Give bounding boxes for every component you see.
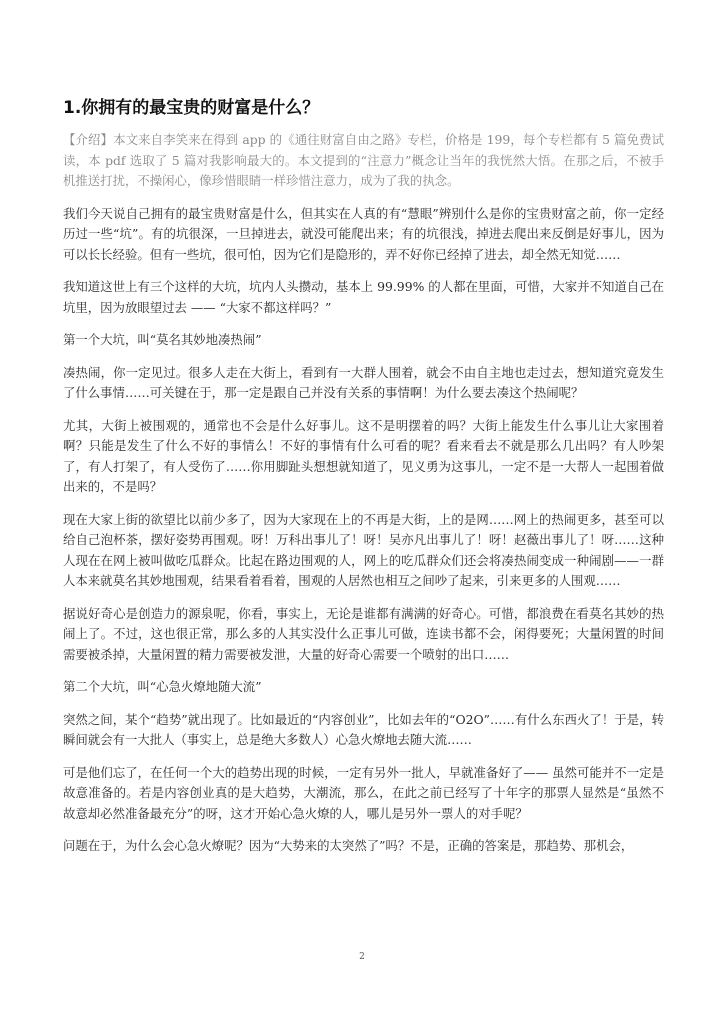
body-paragraph: 凑热闹，你一定见过。很多人走在大街上，看到有一大群人围着，就会不由自主地也走过去，想知道究竟发生了什么事情……可关键在于，那一定是跟自己并没有关系的事情啊！为什么要去凑这个热闹呢？ [63,364,664,400]
intro-paragraph: 【介绍】本文来自李笑来在得到 app 的《通往财富自由之路》专栏，价格是 199，每个专栏都有 5 篇免费试读，本 pdf 选取了 5 篇对我影响最大的。本文提到的“注意力”概念让当年的我恍然大悟。在那之后，不被手机推送打扰，不操闲心，像珍惜眼睛一样珍惜注意力，成为了我的执念。 [63,132,664,188]
body-paragraph: 据说好奇心是创造力的源泉呢，你看，事实上，无论是谁都有满满的好奇心。可惜，都浪费在看莫名其妙的热闹上了。不过，这也很正常，那么多的人其实没什么正事儿可做，连读书都不会，闲得要死；大量闲置的时间需要被杀掉，大量闲置的精力需要被发泄，大量的好奇心需要一个喷射的出口…… [63,605,664,662]
page-number: 2 [359,952,365,962]
body-paragraph: 可是他们忘了，在任何一个大的趋势出现的时候，一定有另外一批人，早就准备好了—— 虽然可能并不一定是故意准备的。若是内容创业真的是大趋势，大潮流，那么，在此之前已经写了十年字的那票人显然是“虽然不故意却必然准备最充分”的呀，这才开始心急火燎的人，哪儿是另外一票人的对手呢？ [63,764,664,821]
body-paragraph: 我知道这世上有三个这样的大坑，坑内人头攒动，基本上 99.99% 的人都在里面，可惜，大家并不知道自己在坑里，因为放眼望过去 —— “大家不都这样吗？” [63,279,664,315]
body-paragraph: 问题在于，为什么会心急火燎呢？因为“大势来的太突然了”吗？不是，正确的答案是，那趋势、那机会， [63,838,634,853]
article-title: 1.你拥有的最宝贵的财富是什么？ [63,98,320,118]
body-paragraph: 突然之间，某个“趋势”就出现了。比如最近的“内容创业”，比如去年的“O2O”……有什么东西火了！于是，转瞬间就会有一大批人（事实上，总是绝大多数人）心急火燎地去随大流…… [63,711,664,747]
section-heading-second-pit: 第二个大坑，叫“心急火燎地随大流” [63,679,262,694]
body-paragraph: 现在大家上街的欲望比以前少多了，因为大家现在上的不再是大街，上的是网……网上的热闹更多，甚至可以给自己泡杯茶，摆好姿势再围观。呀！万科出事儿了！呀！吴亦凡出事儿了！呀！赵薇出事儿了！呀……这种人现在在网上被叫做吃瓜群众。比起在路边围观的人，网上的吃瓜群众们还会将凑热闹变成一种闹剧——一群人本来就莫名其妙地围观，结果看着看着，围观的人居然也相互之间吵了起来，引来更多的人围观…… [63,511,664,588]
section-heading-first-pit: 第一个大坑，叫“莫名其妙地凑热闹” [63,332,262,347]
body-paragraph: 尤其，大街上被围观的，通常也不会是什么好事儿。这不是明摆着的吗？大街上能发生什么事儿让大家围着啊？只能是发生了什么不好的事情么！不好的事情有什么可看的呢？看来看去不就是那么几出吗？有人吵架了，有人打架了，有人受伤了……你用脚趾头想想就知道了，见义勇为这事儿，一定不是一大帮人一起围着做出来的，不是吗？ [63,417,664,494]
body-paragraph: 我们今天说自己拥有的最宝贵财富是什么，但其实在人真的有“慧眼”辨别什么是你的宝贵财富之前，你一定经历过一些“坑”。有的坑很深，一旦掉进去，就没可能爬出来；有的坑很浅，掉进去爬出来反倒是好事儿，因为可以长长经验。但有一些坑，很可怕，因为它们是隐形的，弄不好你已经掉了进去，却全然无知觉…… [63,205,664,262]
